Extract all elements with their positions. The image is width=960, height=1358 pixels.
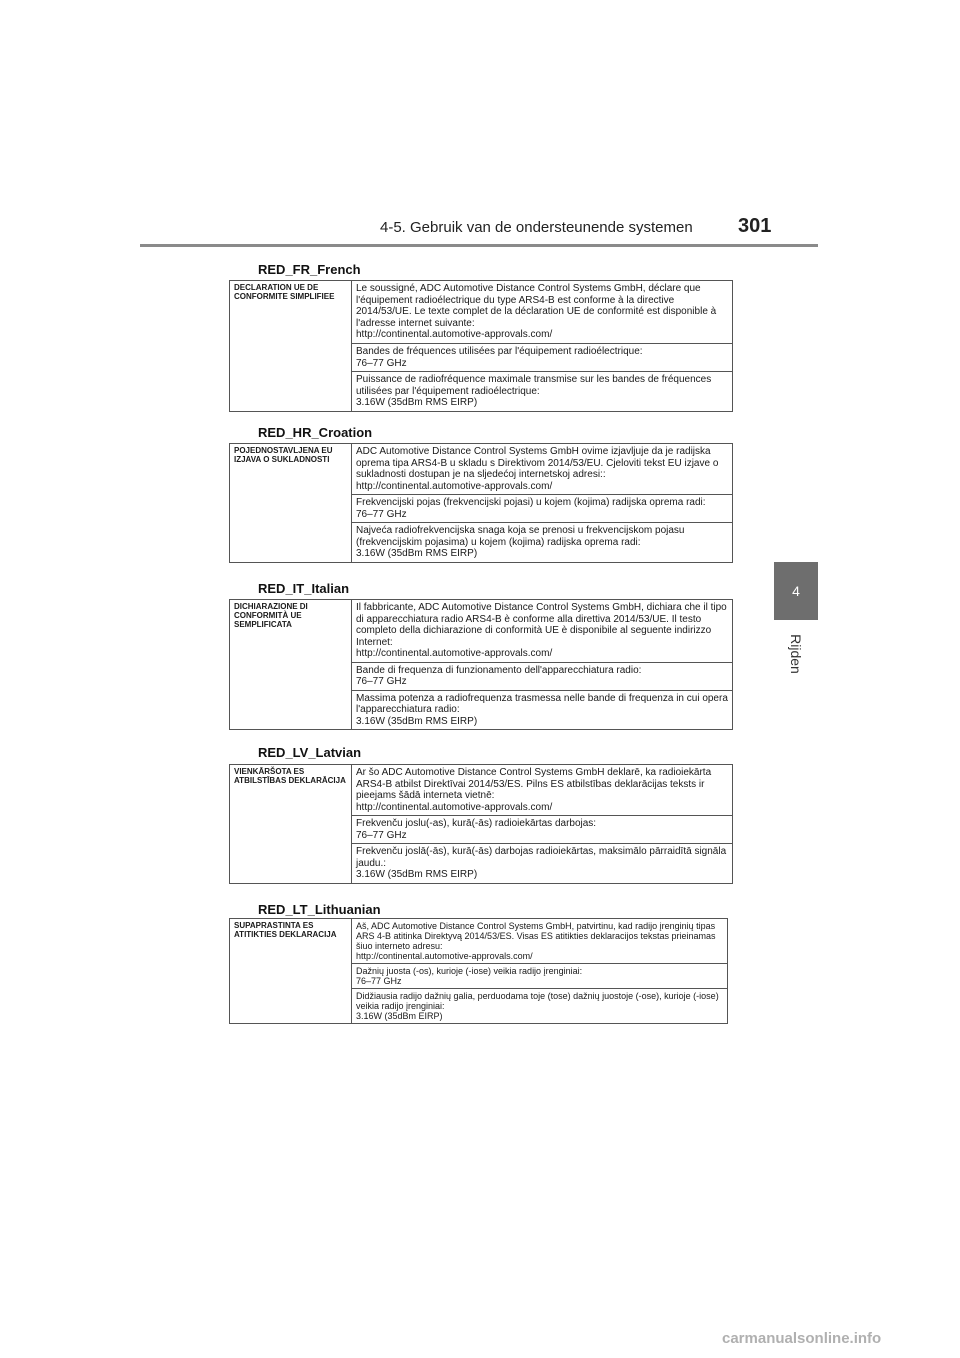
frequency-band-text: Frekvenču joslu(-as), kurā(-ās) radioiekārtas darbojas: 76–77 GHz bbox=[352, 816, 733, 844]
declaration-label: POJEDNOSTAVLJENA EU IZJAVA O SUKLADNOSTI bbox=[230, 444, 352, 563]
declaration-label: SUPAPRASTINTA ES ATITIKTIES DEKLARACIJA bbox=[230, 919, 352, 1024]
section-heading: RED_LV_Latvian bbox=[258, 745, 362, 760]
header-divider bbox=[140, 244, 818, 247]
section-title: 4-5. Gebruik van de ondersteunende systemen bbox=[380, 219, 693, 236]
table-row bbox=[230, 444, 733, 495]
chapter-label-text: Rijden bbox=[787, 634, 804, 674]
declaration-table bbox=[229, 280, 733, 412]
declaration-label: DICHIARAZIONE DI CONFORMITÀ UE SEMPLIFICATA bbox=[230, 600, 352, 730]
watermark: carmanualsonline.info bbox=[722, 1330, 882, 1347]
max-power-text: Massima potenza a radiofrequenza trasmessa nelle bande di frequenza in cui opera l'apparecchiatura radio: 3.16W (35dBm RMS EIRP) bbox=[352, 690, 733, 730]
section-heading: RED_IT_Italian bbox=[258, 581, 350, 596]
chapter-number: 4 bbox=[792, 583, 800, 599]
max-power-text: Najveća radiofrekvencijska snaga koja se prenosi u frekvencijskom pojasu (frekvencijskim pojasima) u kojem (kojima) radijska oprema radi: 3.16W (35dBm RMS EIRP) bbox=[352, 523, 733, 563]
section-heading: RED_LT_Lithuanian bbox=[258, 902, 381, 917]
section-heading: RED_FR_French bbox=[258, 262, 361, 277]
max-power-text: Didžiausia radijo dažnių galia, perduodama toje (tose) dažnių juostoje (-ose), kurioje (-iose) veikia radijo įrenginiai: 3.16W (35dBm EIRP) bbox=[352, 989, 728, 1024]
max-power-text: Puissance de radiofréquence maximale transmise sur les bandes de fréquences utilisées par l'équipement radioélectrique: 3.16W (35dBm RMS EIRP) bbox=[352, 372, 733, 412]
page-number: 301 bbox=[738, 215, 772, 237]
section-heading: RED_HR_Croation bbox=[258, 425, 373, 440]
declaration-table bbox=[229, 918, 728, 1024]
table-row bbox=[230, 600, 733, 663]
declaration-text: Le soussigné, ADC Automotive Distance Control Systems GmbH, déclare que l'équipement radioélectrique du type ARS4-B est conforme à la directive 2014/53/UE. Le texte complet de la déclaration UE de conformité est disponible à l'adresse internet suivante: http://continental.automotive-approvals.com/ bbox=[352, 281, 733, 344]
declaration-table bbox=[229, 599, 733, 730]
declaration-text: Aš, ADC Automotive Distance Control Systems GmbH, patvirtinu, kad radijo įrenginių tipas ARS 4-B atitinka Direktyvą 2014/53/ES. Visas ES atitikties deklaracijos tekstas prieinamas šiuo interneto adresu: http://continental.automotive-approvals.com/ bbox=[352, 919, 728, 964]
declaration-table bbox=[229, 443, 733, 563]
max-power-text: Frekvenču joslā(-ās), kurā(-ās) darbojas radioiekārtas, maksimālo pārraidītā signāla jaudu.: 3.16W (35dBm RMS EIRP) bbox=[352, 844, 733, 884]
chapter-label bbox=[774, 624, 818, 684]
declaration-text: Ar šo ADC Automotive Distance Control Systems GmbH deklarē, ka radioiekārta ARS4-B atbilst Direktīvai 2014/53/ES. Pilns ES atbilstības deklarācijas teksts ir pieejams šādā interneta vietnē: http://continental.automotive-approvals.com/ bbox=[352, 765, 733, 816]
declaration-label: VIENKĀRŠOTA ES ATBILSTĪBAS DEKLARĀCIJA bbox=[230, 765, 352, 884]
declaration-table bbox=[229, 764, 733, 884]
declaration-label: DECLARATION UE DE CONFORMITE SIMPLIFIEE bbox=[230, 281, 352, 412]
frequency-band-text: Frekvencijski pojas (frekvencijski pojasi) u kojem (kojima) radijska oprema radi: 76–77 GHz bbox=[352, 495, 733, 523]
declaration-text: Il fabbricante, ADC Automotive Distance Control Systems GmbH, dichiara che il tipo di apparecchiatura radio ARS4-B è conforme alla direttiva 2014/53/UE. Il testo completo della dichiarazione di conformità UE è disponibile al seguente indirizzo Internet: http://continental.automotive-approvals.com/ bbox=[352, 600, 733, 663]
table-row bbox=[230, 919, 728, 964]
chapter-tab bbox=[774, 562, 818, 620]
table-row bbox=[230, 281, 733, 344]
table-row bbox=[230, 765, 733, 816]
frequency-band-text: Dažnių juosta (-os), kurioje (-iose) veikia radijo įrenginiai: 76–77 GHz bbox=[352, 964, 728, 989]
frequency-band-text: Bande di frequenza di funzionamento dell'apparecchiatura radio: 76–77 GHz bbox=[352, 662, 733, 690]
frequency-band-text: Bandes de fréquences utilisées par l'équipement radioélectrique: 76–77 GHz bbox=[352, 344, 733, 372]
declaration-text: ADC Automotive Distance Control Systems GmbH ovime izjavljuje da je radijska oprema tipa ARS4-B u skladu s Direktivom 2014/53/EU. Cjeloviti tekst EU izjave o sukladnosti dostupan je na sljedećoj internetskoj adresi:: http://continental.automotive-approvals.com/ bbox=[352, 444, 733, 495]
